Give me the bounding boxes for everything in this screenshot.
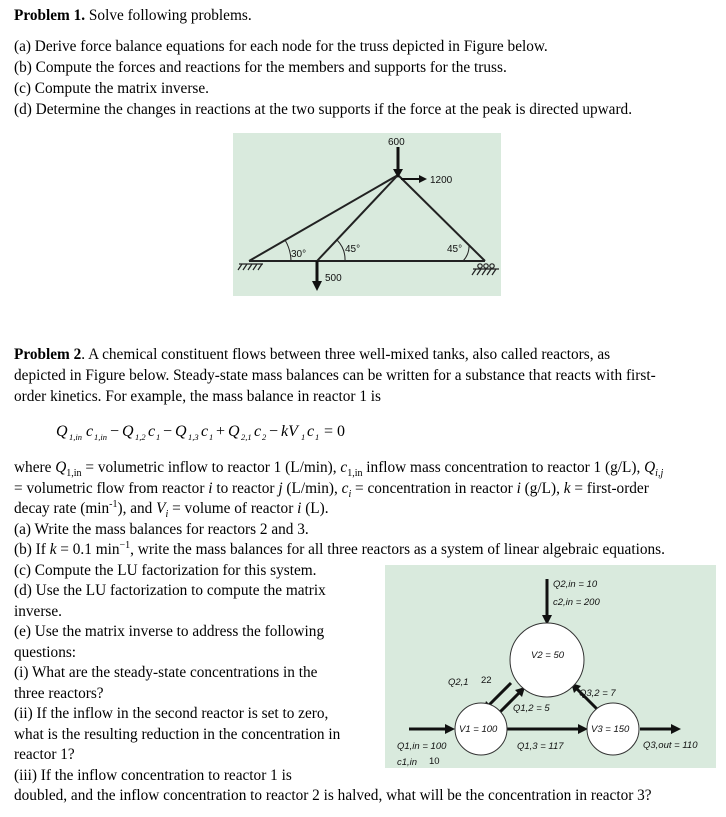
t: inflow mass concentration to reactor 1 (g/L), bbox=[362, 459, 645, 476]
label-angle-30: 30° bbox=[291, 249, 307, 260]
mass-balance-equation bbox=[56, 418, 356, 451]
problem2-intro-3: order kinetics. For example, the mass balance in reactor 1 is bbox=[14, 388, 381, 405]
problem1-item-d: (d) Determine the changes in reactions at the two supports if the force at the peak is directed upward. bbox=[14, 101, 633, 118]
problem1-heading bbox=[14, 7, 252, 25]
t: (L). bbox=[301, 500, 329, 517]
svg-text:c: c bbox=[254, 423, 262, 440]
t: k bbox=[49, 541, 57, 558]
t: = concentration in reactor bbox=[351, 480, 517, 497]
svg-text:c: c bbox=[148, 423, 156, 440]
svg-text:1: 1 bbox=[156, 432, 161, 442]
label-c1in: c1,in bbox=[397, 757, 418, 768]
problem2-item-c: (c) Compute the LU factorization for this system. bbox=[14, 562, 317, 579]
t: Q bbox=[644, 459, 656, 476]
problem2-item-i-1: (i) What are the steady-state concentrations in the bbox=[14, 664, 318, 681]
svg-text:2,1: 2,1 bbox=[241, 432, 252, 442]
t: where bbox=[14, 459, 56, 476]
problem2-item-d-1: (d) Use the LU factorization to compute the matrix bbox=[14, 582, 326, 599]
label-v2: V2 = 50 bbox=[531, 650, 565, 661]
t: k bbox=[563, 480, 571, 497]
where-line-3 bbox=[14, 498, 329, 521]
t: −1 bbox=[119, 539, 131, 551]
svg-text:c: c bbox=[201, 423, 209, 440]
t: -1 bbox=[109, 498, 118, 510]
problem2-title: Problem 2 bbox=[14, 346, 82, 363]
force-arrow-600 bbox=[393, 147, 403, 178]
svg-text:c: c bbox=[307, 423, 315, 440]
problem2-line-1 bbox=[14, 346, 610, 364]
t: i bbox=[516, 480, 521, 497]
right-support bbox=[472, 264, 499, 275]
problem2-intro-1: . A chemical constituent flows between three well-mixed tanks, also called reactors, as bbox=[81, 346, 611, 363]
reactor-diagram bbox=[385, 565, 716, 768]
svg-text:Q: Q bbox=[56, 423, 68, 440]
equation-render bbox=[56, 418, 356, 446]
t: i bbox=[165, 509, 169, 521]
truss-figure bbox=[233, 133, 501, 296]
svg-text:1,2: 1,2 bbox=[135, 432, 146, 442]
t: (L/min), bbox=[282, 480, 342, 497]
label-v3: V3 = 150 bbox=[591, 724, 630, 735]
problem2-item-e-1: (e) Use the matrix inverse to address the following bbox=[14, 623, 325, 640]
problem1-item-b: (b) Compute the forces and reactions for the members and supports for the truss. bbox=[14, 59, 507, 76]
svg-text:1: 1 bbox=[209, 432, 214, 442]
problem1-title: Problem 1. bbox=[14, 7, 86, 24]
svg-text:1,in: 1,in bbox=[69, 432, 82, 442]
svg-text:Q: Q bbox=[228, 423, 240, 440]
t: c bbox=[340, 459, 348, 476]
svg-text:+: + bbox=[216, 423, 226, 440]
svg-text:Q: Q bbox=[122, 423, 134, 440]
t: (g/L), bbox=[520, 480, 564, 497]
svg-text:1: 1 bbox=[315, 432, 320, 442]
svg-text:−: − bbox=[163, 423, 173, 440]
label-q21: Q2,1 bbox=[448, 677, 469, 688]
problem2-item-a: (a) Write the mass balances for reactors 2 and 3. bbox=[14, 521, 309, 538]
t: = volumetric flow from reactor bbox=[14, 480, 209, 497]
problem2-item-ii-1: (ii) If the inflow in the second reactor is set to zero, bbox=[14, 705, 329, 722]
t: (b) If bbox=[14, 541, 50, 558]
t: , write the mass balances for all three reactors as a system of linear algebraic equations. bbox=[130, 541, 665, 558]
problem2-item-ii-2: what is the resulting reduction in the concentration in bbox=[14, 726, 341, 743]
label-q3out: Q3,out = 110 bbox=[643, 740, 698, 751]
t: 1,in bbox=[66, 468, 82, 480]
problem2-item-i-2: three reactors? bbox=[14, 685, 104, 702]
where-line-1 bbox=[14, 459, 664, 480]
problem2-item-d-2: inverse. bbox=[14, 603, 62, 620]
svg-text:1: 1 bbox=[301, 432, 306, 442]
t: = first-order bbox=[570, 480, 649, 497]
t: to reactor bbox=[212, 480, 279, 497]
svg-text:Q: Q bbox=[175, 423, 187, 440]
t: 1,in bbox=[347, 468, 363, 480]
svg-text:1,3: 1,3 bbox=[188, 432, 199, 442]
label-1200: 1200 bbox=[430, 175, 453, 186]
svg-text:c: c bbox=[86, 423, 94, 440]
label-q12: Q1,2 = 5 bbox=[513, 703, 550, 714]
label-q32: Q3,2 = 7 bbox=[579, 688, 616, 699]
svg-text:= 0: = 0 bbox=[324, 423, 346, 440]
problem1-intro: Solve following problems. bbox=[85, 7, 252, 24]
left-support bbox=[238, 264, 263, 270]
label-q13: Q1,3 = 117 bbox=[517, 741, 564, 752]
problem2-item-iii-1: (iii) If the inflow concentration to reactor 1 is bbox=[14, 767, 292, 784]
svg-text:−: − bbox=[110, 423, 120, 440]
label-q1in: Q1,in = 100 bbox=[397, 741, 447, 752]
t: c bbox=[341, 480, 349, 497]
label-q21-value: 22 bbox=[481, 675, 492, 686]
problem2-item-e-2: questions: bbox=[14, 644, 77, 661]
t: decay rate (min bbox=[14, 500, 110, 517]
t: Q bbox=[55, 459, 67, 476]
problem2-item-iii-2: doubled, and the inflow concentration to reactor 2 is halved, what will be the concentration in reactor 3? bbox=[14, 787, 652, 804]
t: i,j bbox=[655, 468, 664, 480]
truss-diagram bbox=[233, 133, 501, 296]
problem2-item-ii-3: reactor 1? bbox=[14, 746, 75, 763]
svg-text:2: 2 bbox=[262, 432, 267, 442]
t: i bbox=[208, 480, 213, 497]
t: = volume of reactor bbox=[168, 500, 298, 517]
t: j bbox=[278, 480, 283, 497]
t: = 0.1 min bbox=[56, 541, 120, 558]
problem1-item-a: (a) Derive force balance equations for each node for the truss depicted in Figure below. bbox=[14, 38, 548, 55]
problem1-item-c: (c) Compute the matrix inverse. bbox=[14, 80, 209, 97]
force-arrow-500 bbox=[312, 261, 322, 291]
label-c1in-value: 10 bbox=[429, 756, 440, 767]
problem2-item-b bbox=[14, 541, 665, 559]
svg-text:1,in: 1,in bbox=[94, 432, 107, 442]
where-line-2 bbox=[14, 480, 649, 501]
t: V bbox=[156, 500, 166, 517]
problem2-intro-2: depicted in Figure below. Steady-state mass balances can be written for a substance that reacts with first- bbox=[14, 367, 656, 384]
label-v1: V1 = 100 bbox=[459, 724, 498, 735]
t: = volumetric inflow to reactor 1 (L/min), bbox=[81, 459, 341, 476]
svg-text:−: − bbox=[269, 423, 279, 440]
label-angle-45-right: 45° bbox=[447, 244, 463, 255]
label-q2in: Q2,in = 10 bbox=[553, 579, 598, 590]
t: i bbox=[297, 500, 302, 517]
label-500: 500 bbox=[325, 273, 342, 284]
reactor-figure bbox=[385, 565, 716, 768]
label-angle-45-mid: 45° bbox=[345, 244, 361, 255]
t: i bbox=[348, 489, 352, 501]
label-600: 600 bbox=[388, 137, 405, 148]
svg-text:kV: kV bbox=[281, 423, 298, 440]
label-c2in: c2,in = 200 bbox=[553, 597, 600, 608]
t: ), and bbox=[117, 500, 157, 517]
